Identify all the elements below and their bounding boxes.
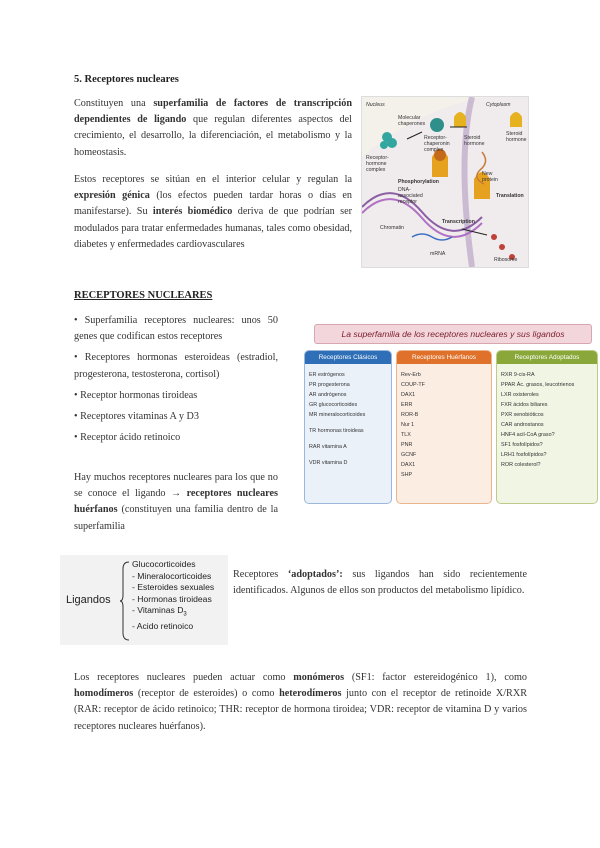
fig-label-chromatin: Chromatin (380, 225, 404, 231)
fig-label-translation: Translation (496, 193, 524, 199)
fig-label-new-protein: New protein (482, 171, 498, 183)
fig-label-phosphorylation: Phosphorylation (398, 179, 439, 185)
receptores-nucleares-heading: RECEPTORES NUCLEARES (74, 290, 213, 301)
fig-label-mrna: mRNA (430, 251, 446, 257)
orphan-receptors-paragraph: Hay muchos receptores nucleares para los que no se conoce el ligando → receptores nucleares huérfanos (constituyen una familia dentro de la superfamilia (74, 472, 278, 532)
fig-label-steroid-hormone-1: Steroid hormone (464, 135, 485, 147)
receptor-entry: LRH1 fosfolípidos? (501, 452, 547, 458)
receptor-entry: RXR 9-cis-RA (501, 372, 535, 378)
fig-label-cytoplasm: Cytoplasm (486, 102, 511, 108)
receptor-entry: FXR ácidos biliares (501, 402, 548, 408)
receptor-entry: ERR (401, 402, 413, 408)
expression-paragraph: Estos receptores se sitúan en el interior celular y regulan la expresión génica (los efectos pueden tardar horas o días en manifestarse). Su interés biomédico deriva de que podrían ser modulados para tratar enfermedades humanas, tales como obesidad, diabetes y enfermedades cardiovasculares (74, 174, 352, 250)
ligand-item: - Mineralocorticoides (132, 570, 212, 581)
nuclear-receptor-mechanism-figure (361, 96, 529, 268)
receptor-entry: PNR (401, 442, 413, 448)
receptor-entry: PXR xenobióticos (501, 412, 544, 418)
fig-label-steroid-hormone-2: Steroid hormone (506, 131, 527, 143)
column-orphan (396, 350, 492, 504)
receptor-entry: DAX1 (401, 462, 416, 468)
receptor-entry: CAR androstanos (501, 422, 544, 428)
receptor-entry: GCNF (401, 452, 417, 458)
superfamily-figure (300, 318, 600, 508)
ligandos-label: Ligandos (66, 594, 111, 606)
receptor-entry: ER estrógenos (309, 372, 345, 378)
receptor-entry: SF1 fosfolípidos? (501, 442, 543, 448)
section-title: 5. Receptores nucleares (74, 74, 179, 85)
receptor-bullet-list (74, 313, 278, 446)
fig-label-receptor-hormone: Receptor-hormone complex (366, 155, 389, 173)
bullet-item: • Receptor ácido retinoico (74, 432, 181, 444)
column-adopted (496, 350, 598, 504)
receptor-entry: ROR-B (401, 412, 419, 418)
final-paragraph: Los receptores nucleares pueden actuar como monómeros (SF1: factor estereidogénico 1), como homodímeros (receptor de esteroides) o como heterodímeros junto con el receptor de retinoide X/RXR (RAR: receptor de ácido retinoico; THR: receptor de hormona tiroidea; VDR: receptor de vitamina D y varios receptores nucleares huérfanos). (74, 672, 528, 732)
ligandos-brace (120, 561, 130, 641)
receptor-entry: HNF4 acil-CoA graso? (501, 432, 555, 438)
fig-label-receptor-chaperonin: Receptor-chaperonin complex (424, 135, 450, 153)
bullet-item: • Receptores hormonas esteroideas (estradiol, progesterona, testosterona, cortisol) (74, 352, 278, 380)
intro-paragraph: Constituyen una superfamilia de factores de transcripción dependientes de ligando que regulan diferentes aspectos del crecimiento, el desarrollo, la diferenciación, el metabolismo y la homeostasis. (74, 98, 352, 158)
column-header-orphan: Receptores Huérfanos (397, 351, 491, 364)
receptor-entry: AR andrógenos (309, 392, 347, 398)
fig-label-ribosome: Ribosome (494, 257, 518, 263)
ligandos-list (132, 559, 214, 633)
receptor-entry: PR progesterona (309, 382, 350, 388)
receptor-entry: TR hormonas tiroideas (309, 428, 364, 434)
receptor-entry: RAR vitamina A (309, 444, 347, 450)
column-header-adopted: Receptores Adoptados (497, 351, 597, 364)
ligand-item: Glucocorticoides (132, 559, 196, 569)
column-body-classic (305, 364, 391, 474)
fig-label-transcription: Transcription (442, 219, 475, 225)
receptor-entry: TLX (401, 432, 411, 438)
receptor-entry: GR glucocorticoides (309, 402, 358, 408)
superfamily-title: La superfamilia de los receptores nucleares y sus ligandos (314, 324, 592, 344)
receptor-entry: MR mineralocorticoides (309, 412, 366, 418)
column-header-classic: Receptores Clásicos (305, 351, 391, 364)
ligand-item: - Hormonas tiroideas (132, 593, 212, 604)
ligand-item: - Esteroides sexuales (132, 582, 215, 592)
receptor-entry: VDR vitamina D (309, 460, 348, 466)
ligand-item: - Vitaminas $D_3$ (132, 605, 187, 618)
bullet-item: • Superfamilia receptores nucleares: unos 50 genes que codifican estos receptores (74, 315, 278, 343)
bullet-item: • Receptores vitaminas A y D3 (74, 411, 199, 423)
column-body-orphan (397, 364, 491, 486)
receptor-entry: ROR colesterol? (501, 462, 541, 468)
adopted-receptors-paragraph: Receptores ‘adoptados’: sus ligandos han sido recientemente identificados. Algunos de ellos son productos del metabolismo lipídico. (233, 569, 527, 597)
receptor-entry: PPAR Ác. grasos, leucotrienos (501, 382, 575, 388)
fig-label-chaperones: Molecular chaperones (398, 115, 426, 127)
receptor-entry: DAX1 (401, 392, 416, 398)
column-classic (304, 350, 392, 504)
receptor-entry: Nur 1 (401, 422, 415, 428)
column-body-adopted (497, 364, 597, 476)
receptor-entry: Rev-Erb (401, 372, 421, 378)
fig-label-nucleus: Nucleus (366, 102, 385, 108)
bullet-item: • Receptor hormonas tiroideas (74, 389, 198, 401)
receptor-entry: SHP (401, 472, 413, 478)
ligandos-box (60, 555, 228, 645)
receptor-entry: COUP-TF (401, 382, 425, 388)
receptor-entry: LXR oxisteroles (501, 392, 539, 398)
ligand-item: - Acido retinoico (132, 621, 194, 632)
fig-label-dna-receptor: DNA-associated receptor (398, 187, 423, 205)
